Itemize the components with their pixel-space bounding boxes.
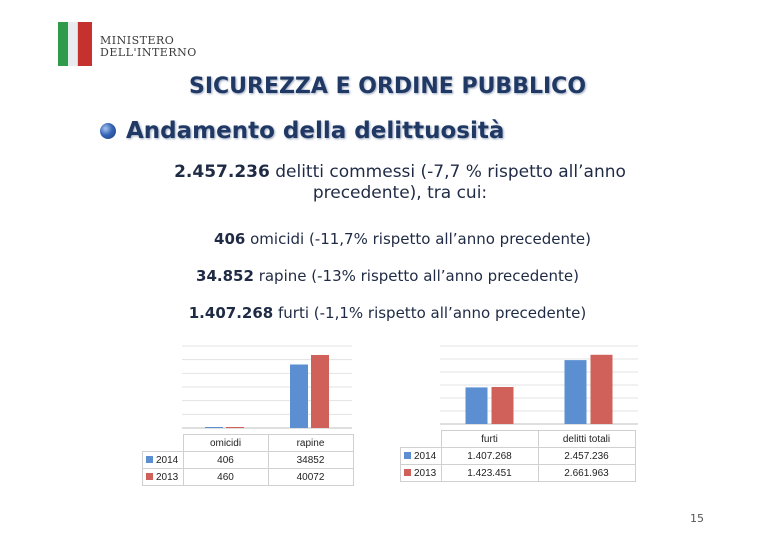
table-row bbox=[401, 448, 636, 465]
ministry-name bbox=[100, 35, 197, 59]
subtitle-row bbox=[100, 118, 504, 144]
stat-text: omicidi (-11,7% rispetto all’anno precedente) bbox=[250, 230, 591, 248]
table-cell: 1.407.268 bbox=[441, 448, 538, 465]
flag-green-stripe bbox=[58, 22, 68, 66]
ministry-name-line1: MINISTERO bbox=[100, 34, 175, 47]
table-cell: 1.423.451 bbox=[441, 465, 538, 482]
series-label-2013 bbox=[401, 465, 442, 482]
table-row bbox=[401, 465, 636, 482]
bar-2014-rapine bbox=[290, 364, 308, 428]
stat-value: 406 bbox=[214, 230, 246, 248]
bar-2013-delitti-totali bbox=[591, 355, 613, 424]
slide-subtitle: Andamento della delittuosità bbox=[126, 118, 505, 144]
table-row bbox=[143, 469, 354, 486]
bar-2014-delitti-totali bbox=[565, 360, 587, 424]
bar-2013-omicidi bbox=[226, 427, 244, 428]
table-header-cell: delitti totali bbox=[538, 431, 635, 448]
chart-plot-area bbox=[142, 342, 354, 430]
table-header-cell: rapine bbox=[268, 435, 353, 452]
stat-text: rapine (-13% rispetto all’anno precedente) bbox=[258, 267, 579, 285]
slide-title: SICUREZZA E ORDINE PUBBLICO bbox=[188, 74, 587, 99]
chart-omicidi-rapine bbox=[142, 342, 354, 486]
series-name: 2013 bbox=[414, 467, 437, 479]
flag-white-stripe bbox=[68, 22, 78, 66]
bar-2013-rapine bbox=[311, 355, 329, 428]
table-cell: 460 bbox=[183, 469, 268, 486]
chart-furti-delitti bbox=[400, 342, 640, 482]
stat-text: furti (-1,1% rispetto all’anno precedente) bbox=[278, 304, 587, 322]
bar-2014-omicidi bbox=[205, 427, 223, 428]
flag-red-stripe bbox=[78, 22, 92, 66]
series-label-2014 bbox=[401, 448, 442, 465]
series-name: 2013 bbox=[156, 471, 179, 483]
main-stat-value: 2.457.236 bbox=[174, 162, 270, 182]
table-header-cell: furti bbox=[441, 431, 538, 448]
main-stat-text: delitti commessi (-7,7 % rispetto all’anno precedente), tra cui: bbox=[275, 162, 626, 203]
legend-swatch-2014 bbox=[146, 456, 153, 463]
stat-value: 1.407.268 bbox=[188, 304, 274, 322]
table-cell: 2.661.963 bbox=[538, 465, 635, 482]
legend-swatch-2013 bbox=[146, 473, 153, 480]
legend-swatch-2013 bbox=[404, 469, 411, 476]
table-row bbox=[143, 452, 354, 469]
table-header-row bbox=[401, 431, 636, 448]
table-header-row bbox=[143, 435, 354, 452]
stat-thefts bbox=[0, 304, 775, 322]
ministry-name-line2: DELL'INTERNO bbox=[100, 46, 197, 59]
stat-value: 34.852 bbox=[196, 267, 254, 285]
chart-data-table bbox=[400, 430, 636, 482]
table-cell: 2.457.236 bbox=[538, 448, 635, 465]
bar-2013-furti bbox=[492, 387, 514, 424]
chart-data-table bbox=[142, 434, 354, 486]
table-cell: 40072 bbox=[268, 469, 353, 486]
chart-plot-area bbox=[400, 342, 640, 426]
table-header-cell: omicidi bbox=[183, 435, 268, 452]
series-name: 2014 bbox=[414, 450, 437, 462]
series-label-2014 bbox=[143, 452, 184, 469]
stat-homicides bbox=[0, 230, 775, 248]
legend-swatch-2014 bbox=[404, 452, 411, 459]
stat-robberies bbox=[0, 267, 775, 285]
bar-2014-furti bbox=[466, 387, 488, 424]
series-label-2013 bbox=[143, 469, 184, 486]
bullet-icon bbox=[100, 123, 116, 139]
ministry-logo bbox=[58, 22, 208, 68]
table-cell: 406 bbox=[183, 452, 268, 469]
main-stat bbox=[140, 162, 660, 204]
page-number: 15 bbox=[690, 512, 704, 525]
series-name: 2014 bbox=[156, 454, 179, 466]
table-cell: 34852 bbox=[268, 452, 353, 469]
